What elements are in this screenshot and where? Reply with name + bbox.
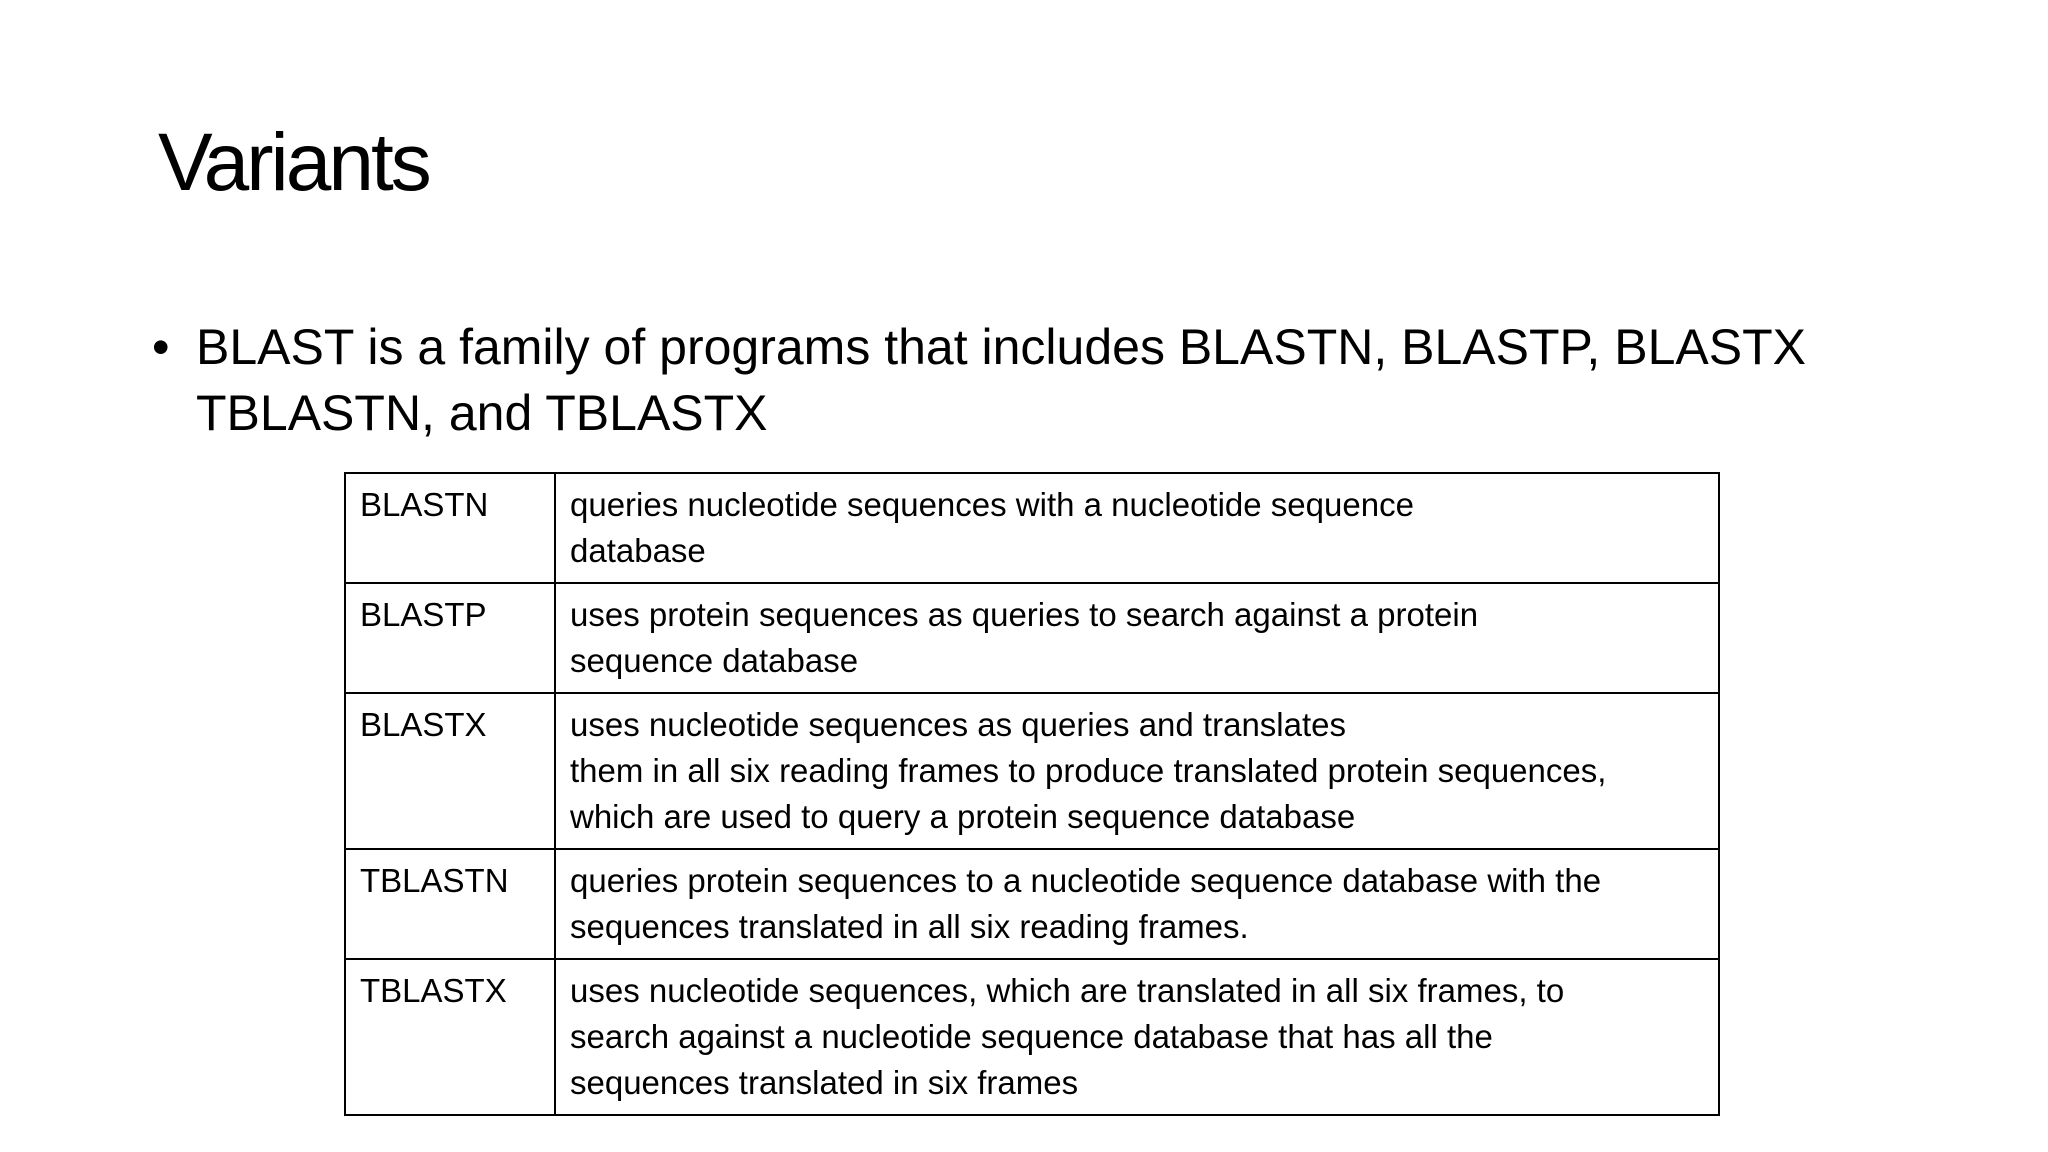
description-line: search against a nucleotide sequence database that has all the bbox=[570, 1018, 1493, 1055]
slide-title: Variants bbox=[158, 117, 429, 208]
description-line: them in all six reading frames to produce translated protein sequences, bbox=[570, 752, 1607, 789]
table-row bbox=[345, 473, 1719, 583]
description-line: uses nucleotide sequences as queries and translates bbox=[570, 706, 1346, 743]
program-description-cell bbox=[555, 583, 1719, 693]
bullet-line: TBLASTN, and TBLASTX bbox=[196, 385, 768, 441]
description-line: uses protein sequences as queries to search against a protein bbox=[570, 596, 1479, 633]
program-description-cell bbox=[555, 693, 1719, 849]
description-line: queries protein sequences to a nucleotide sequence database with the bbox=[570, 862, 1602, 899]
program-name-cell: BLASTX bbox=[345, 693, 555, 849]
program-description-cell bbox=[555, 959, 1719, 1115]
program-name-cell: BLASTN bbox=[345, 473, 555, 583]
program-name-cell: TBLASTN bbox=[345, 849, 555, 959]
description-line: database bbox=[570, 532, 706, 569]
bullet-marker: • bbox=[152, 319, 170, 375]
bullet-text bbox=[196, 314, 1896, 446]
table-row bbox=[345, 693, 1719, 849]
description-line: sequences translated in all six reading frames. bbox=[570, 908, 1249, 945]
program-description-cell bbox=[555, 473, 1719, 583]
program-name-cell: TBLASTX bbox=[345, 959, 555, 1115]
description-line: queries nucleotide sequences with a nucleotide sequence bbox=[570, 486, 1414, 523]
description-line: sequences translated in six frames bbox=[570, 1064, 1079, 1101]
bullet-line: BLAST is a family of programs that includes BLASTN, BLASTP, BLASTX bbox=[196, 319, 1806, 375]
variants-table bbox=[344, 472, 1720, 1116]
table-row bbox=[345, 959, 1719, 1115]
description-line: sequence database bbox=[570, 642, 859, 679]
description-line: uses nucleotide sequences, which are translated in all six frames, to bbox=[570, 972, 1565, 1009]
description-line: which are used to query a protein sequence database bbox=[570, 798, 1356, 835]
table-row bbox=[345, 849, 1719, 959]
table-row bbox=[345, 583, 1719, 693]
program-description-cell bbox=[555, 849, 1719, 959]
program-name-cell: BLASTP bbox=[345, 583, 555, 693]
